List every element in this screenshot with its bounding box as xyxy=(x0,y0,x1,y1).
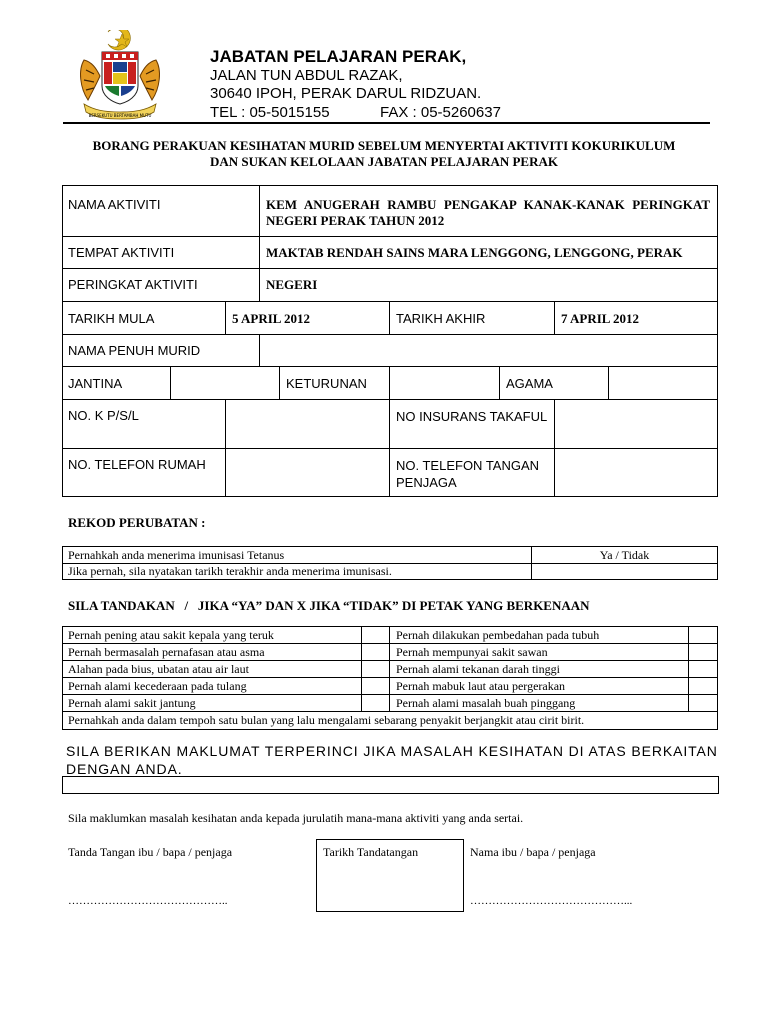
checklist-checkbox[interactable] xyxy=(690,645,716,659)
immunisation-date-field[interactable] xyxy=(533,564,716,578)
end-date-label: TARIKH AKHIR xyxy=(396,311,486,326)
checklist-checkbox[interactable] xyxy=(690,679,716,693)
checklist-checkbox[interactable] xyxy=(363,696,388,710)
ic-number-label: NO. K P/S/L xyxy=(68,408,139,423)
checklist-left-item: Alahan pada bius, ubatan atau air laut xyxy=(68,662,249,676)
checklist-checkbox[interactable] xyxy=(690,662,716,676)
religion-label: AGAMA xyxy=(506,376,553,391)
header-divider xyxy=(63,122,710,124)
activity-name-value: KEM ANUGERAH RAMBU PENGAKAP KANAK-KANAK PERINGKAT NEGERI PERAK TAHUN 2012 xyxy=(266,197,710,228)
activity-place-label: TEMPAT AKTIVITI xyxy=(68,245,175,260)
student-fullname-label: NAMA PENUH MURID xyxy=(68,343,201,358)
checklist-left-item: Pernah bermasalah pernafasan atau asma xyxy=(68,645,265,659)
race-field[interactable] xyxy=(391,368,498,398)
home-phone-field[interactable] xyxy=(227,450,388,495)
checklist-left-item: Pernah pening atau sakit kepala yang teruk xyxy=(68,628,274,642)
health-notice: Sila maklumkan masalah kesihatan anda kepada jurulatih mana-mana aktiviti yang anda sertai. xyxy=(68,811,524,825)
checklist-checkbox[interactable] xyxy=(363,679,388,693)
insurance-number-field[interactable] xyxy=(556,401,716,447)
guardian-phone-label: NO. TELEFON TANGAN PENJAGA xyxy=(396,458,540,490)
home-phone-label: NO. TELEFON RUMAH xyxy=(68,457,206,472)
health-details-field[interactable] xyxy=(62,776,719,794)
telephone-number: TEL : 05-5015155 xyxy=(210,104,330,121)
guardian-name-line[interactable]: ……………………………………... xyxy=(470,895,633,907)
gender-field[interactable] xyxy=(172,368,278,398)
checklist-checkbox[interactable] xyxy=(363,628,388,642)
tetanus-question: Pernahkah anda menerima imunisasi Tetanus xyxy=(68,548,285,562)
fax-number: FAX : 05-5260637 xyxy=(380,104,501,121)
activity-name-label: NAMA AKTIVITI xyxy=(68,197,161,212)
start-date-value: 5 APRIL 2012 xyxy=(232,311,311,326)
checklist-right-item: Pernah mempunyai sakit sawan xyxy=(396,645,548,659)
guardian-name-label: Nama ibu / bapa / penjaga xyxy=(470,845,596,859)
medical-record-heading: REKOD PERUBATAN : xyxy=(68,515,206,530)
infectious-disease-question: Pernahkah anda dalam tempoh satu bulan yang lalu mengalami sebarang penyakit berjangkit atau cirit birit. xyxy=(68,713,585,727)
activity-place-value: MAKTAB RENDAH SAINS MARA LENGGONG, LENGGONG, PERAK xyxy=(266,245,683,260)
crest-motto: BERSEKUTU BERTAMBAH MUTU xyxy=(88,113,152,118)
address-line-1: JALAN TUN ABDUL RAZAK, xyxy=(210,67,403,84)
checklist-checkbox[interactable] xyxy=(690,628,716,642)
guardian-signature-label: Tanda Tangan ibu / bapa / penjaga xyxy=(68,845,233,859)
checklist-checkbox[interactable] xyxy=(363,662,388,676)
signature-date-label: Tarikh Tandatangan xyxy=(323,845,419,859)
guardian-signature-line[interactable]: …………………………………….. xyxy=(68,895,228,907)
immunisation-date-question: Jika pernah, sila nyatakan tarikh terakhir anda menerima imunisasi. xyxy=(68,564,392,578)
form-title-line-1: BORANG PERAKUAN KESIHATAN MURID SEBELUM MENYERTAI AKTIVITI KOKURIKULUM xyxy=(92,138,676,153)
activity-level-value: NEGERI xyxy=(266,277,318,292)
checklist-right-item: Pernah alami tekanan darah tinggi xyxy=(396,662,560,676)
checklist-right-item: Pernah dilakukan pembedahan pada tubuh xyxy=(396,628,600,642)
checklist-instruction-heading: SILA TANDAKAN / JIKA “YA” DAN X JIKA “TIDAK” DI PETAK YANG BERKENAAN xyxy=(68,598,590,613)
insurance-number-label: NO INSURANS TAKAFUL xyxy=(396,409,548,424)
tetanus-yes-no-option[interactable]: Ya / Tidak xyxy=(599,548,650,562)
address-line-2: 30640 IPOH, PERAK DARUL RIDZUAN. xyxy=(210,85,482,102)
checklist-left-item: Pernah alami sakit jantung xyxy=(68,696,196,710)
details-heading: SILA BERIKAN MAKLUMAT TERPERINCI JIKA MASALAH KESIHATAN DI ATAS BERKAITAN DENGAN ANDA. xyxy=(66,743,718,777)
gender-label: JANTINA xyxy=(68,376,123,391)
religion-field[interactable] xyxy=(610,368,716,398)
start-date-label: TARIKH MULA xyxy=(68,311,155,326)
form-title-line-2: DAN SUKAN KELOLAAN JABATAN PELAJARAN PERAK xyxy=(209,154,558,169)
checklist-left-item: Pernah alami kecederaan pada tulang xyxy=(68,679,247,693)
department-name: JABATAN PELAJARAN PERAK, xyxy=(210,47,467,66)
guardian-phone-field[interactable] xyxy=(556,450,716,495)
checklist-right-item: Pernah alami masalah buah pinggang xyxy=(396,696,576,710)
checklist-right-item: Pernah mabuk laut atau pergerakan xyxy=(396,679,566,693)
malaysia-coat-of-arms-logo xyxy=(74,30,166,120)
student-fullname-field[interactable] xyxy=(261,336,716,365)
activity-level-label: PERINGKAT AKTIVITI xyxy=(68,277,198,292)
checklist-checkbox[interactable] xyxy=(363,645,388,659)
ic-number-field[interactable] xyxy=(227,401,388,447)
checklist-checkbox[interactable] xyxy=(690,696,716,710)
end-date-value: 7 APRIL 2012 xyxy=(561,311,640,326)
race-label: KETURUNAN xyxy=(286,376,367,391)
